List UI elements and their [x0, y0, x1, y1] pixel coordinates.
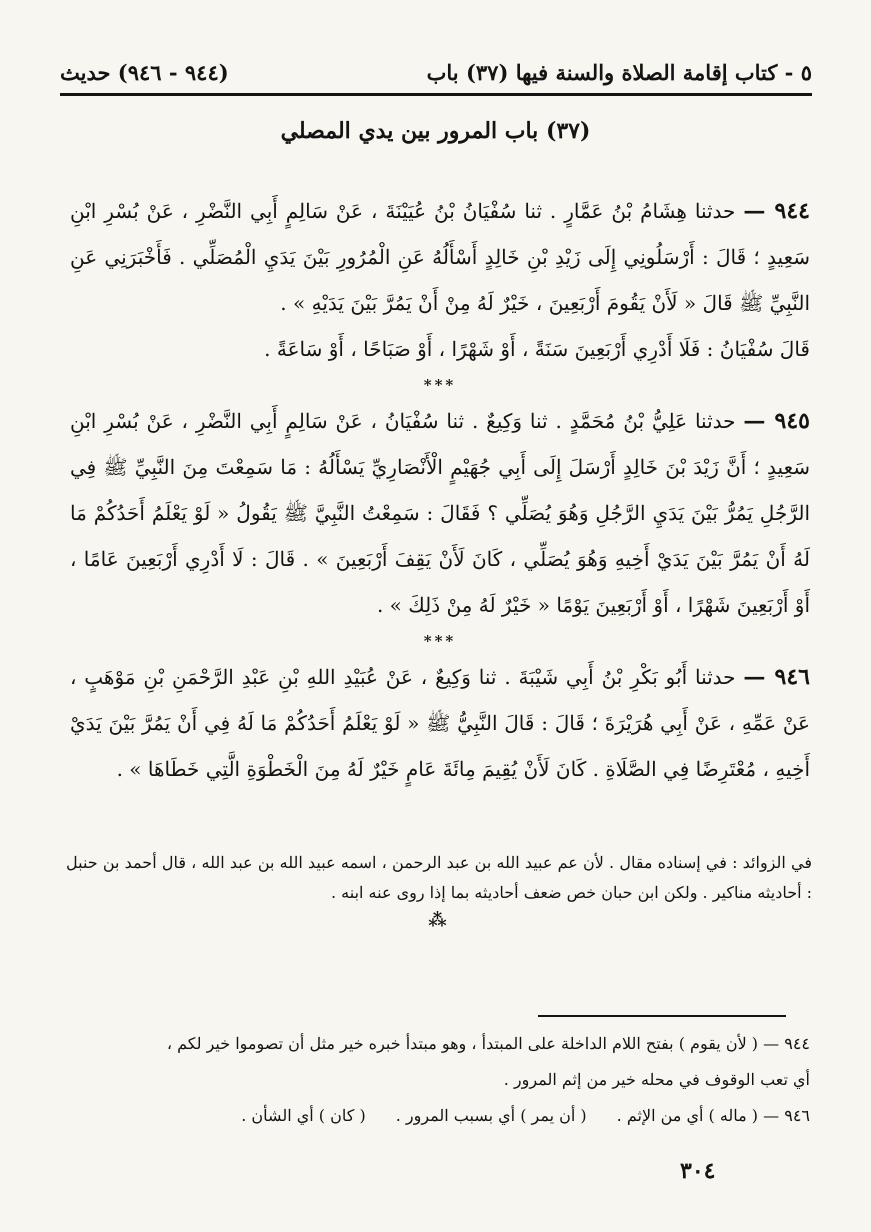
chapter-title: (٣٧) باب المرور بين يدي المصلي: [280, 118, 591, 144]
hadith-number: ٩٤٦ —: [743, 664, 810, 690]
hadith-number: ٩٤٤ —: [743, 198, 810, 224]
footnote-944-cont: أي تعب الوقوف في محله خير من إثم المرور .: [503, 1070, 810, 1089]
hadith-text: حدثنا عَلِيُّ بْنُ مُحَمَّدٍ . ثنا وَكِيعٌ . ثنا سُفْيَانُ ، عَنْ سَالِمٍ أَبِي النَّضْرِ ، عَنْ بُسْرِ ابْنِ سَعِيدٍ ؛ أَنَّ زَيْدَ بْنَ خَالِدٍ أَرْسَلَ إِلَى أَبِي جُهَيْمٍ الْأَنْصَارِيِّ يَسْأَلُهُ : مَا سَمِعْتَ مِنَ النَّبِيِّ ﷺ فِي الرَّجُلِ يَمُرُّ بَيْنَ يَدَيِ الرَّجُلِ وَهُوَ يُصَلِّي ؟ فَقَالَ : سَمِعْتُ النَّبِيَّ ﷺ يَقُولُ « لَوْ يَعْلَمُ أَحَدُكُمْ مَا لَهُ أَنْ يَمُرَّ بَيْنَ يَدَيْ أَخِيهِ وَهُوَ يُصَلِّي ، كَانَ لَأَنْ يَقِفَ أَرْبَعِينَ » . قَالَ : لَا أَدْرِي أَرْبَعِينَ عَامًا ، أَوْ أَرْبَعِينَ شَهْرًا ، أَوْ أَرْبَعِينَ يَوْمًا « خَيْرٌ لَهُ مِنْ ذَلِكَ » .: [70, 409, 810, 617]
footnote-944: ٩٤٤ — ( لأن يقوم ) بفتح اللام الداخلة على المبتدأ ، وهو مبتدأ خبره خير مثل أن تصوموا خير لكم ،: [166, 1034, 810, 1053]
hadith-number: ٩٤٥ —: [743, 408, 810, 434]
footnote-divider: [538, 1015, 786, 1017]
footnote-946-part: ( كان ) أي الشأن .: [241, 1106, 366, 1125]
separator: ***: [423, 632, 457, 650]
hadith-text: حدثنا أَبُو بَكْرِ بْنُ أَبِي شَيْبَةَ . ثنا وَكِيعٌ ، عَنْ عُبَيْدِ اللهِ بْنِ عَبْدِ الرَّحْمَنِ بْنِ مَوْهَبٍ ، عَنْ عَمِّهِ ، عَنْ أَبِي هُرَيْرَةَ ؛ قَالَ : قَالَ النَّبِيُّ ﷺ « لَوْ يَعْلَمُ أَحَدُكُمْ مَا لَهُ فِي أَنْ يَمُرَّ بَيْنَ يَدَيْ أَخِيهِ ، مُعْتَرِضًا فِي الصَّلَاةِ . كَانَ لَأَنْ يُقِيمَ مِائَةَ عَامٍ خَيْرٌ لَهُ مِنَ الْخَطْوَةِ الَّتِي خَطَاهَا » .: [70, 665, 810, 781]
hadith-text: حدثنا هِشَامُ بْنُ عَمَّارٍ . ثنا سُفْيَانُ بْنُ عُيَيْنَةَ ، عَنْ سَالِمٍ أَبِي النَّضْرِ ، عَنْ بُسْرِ ابْنِ سَعِيدٍ ؛ قَالَ : أَرْسَلُونِي إِلَى زَيْدِ بْنِ خَالِدٍ أَسْأَلُهُ عَنِ الْمُرُورِ بَيْنَ يَدَيِ الْمُصَلِّي . فَأَخْبَرَنِي عَنِ النَّبِيِّ ﷺ قَالَ « لَأَنْ يَقُومَ أَرْبَعِينَ ، خَيْرٌ لَهُ مِنْ أَنْ يَمُرَّ بَيْنَ يَدَيْهِ » .: [70, 199, 810, 315]
zawaid-note: [66, 848, 812, 934]
end-mark: ⁂: [428, 910, 450, 931]
separator: ***: [423, 376, 457, 394]
hadith-945: [70, 398, 810, 628]
hadith-944: [70, 188, 810, 326]
running-header: [60, 52, 812, 92]
footnotes: [62, 1026, 810, 1134]
header-divider: [60, 93, 812, 96]
hadith-body: [70, 188, 810, 792]
hadith-944-note: قَالَ سُفْيَانُ : فَلَا أَدْرِي أَرْبَعِينَ سَنَةً ، أَوْ شَهْرًا ، أَوْ صَبَاحًا ، أَوْ سَاعَةً .: [264, 337, 810, 361]
footnote-946-part: ٩٤٦ — ( ماله ) أي من الإثم .: [616, 1106, 810, 1125]
header-hadith-range: (٩٤٤ - ٩٤٦) حديث: [60, 59, 229, 85]
zawaid-text: في الزوائد : في إسناده مقال . لأن عم عبيد الله بن عبد الرحمن ، اسمه عبيد الله بن عبد الله ، قال أحمد بن حنبل : أحاديثه مناكير . ولكن ابن حبان خص ضعف أحاديثه بما إذا روى عنه ابنه .: [66, 853, 812, 902]
hadith-946: [70, 654, 810, 792]
header-chapter: ٥ - كتاب إقامة الصلاة والسنة فيها (٣٧) باب: [426, 59, 812, 85]
footnote-946-part: ( أن يمر ) أي بسبب المرور .: [395, 1106, 587, 1125]
page-number: ٣٠٤: [680, 1158, 716, 1184]
footnote-946: [62, 1098, 810, 1134]
